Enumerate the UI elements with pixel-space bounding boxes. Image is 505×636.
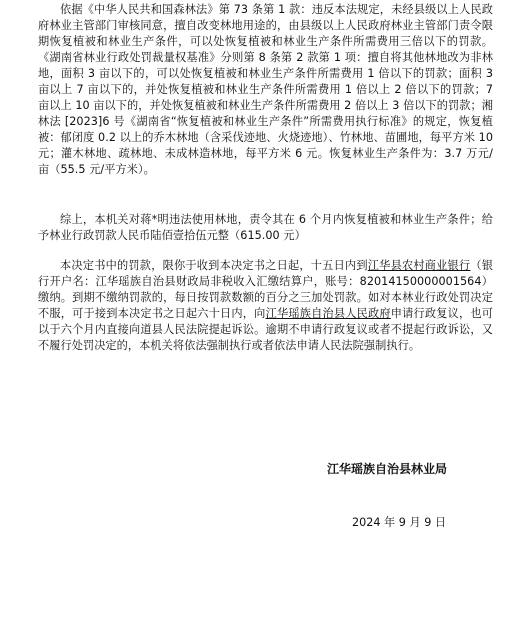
county-government-link[interactable]: 江华瑶族自治县人民政府 (265, 307, 391, 320)
payment-text-closing: 申请行政复议，也可以于六个月内直接向道县人民法院提起诉讼。逾期不申请行政复议或者不提起行政诉讼，又不履行处罚决定的，本机关将依法强制执行或者依法申请人民法院强制执行。 (38, 307, 493, 352)
payment-text-account: （银行开户名：江华瑶族自治县财政局非税收入汇缴结算户，账号：82014150000001564）缴纳。到期不缴纳罚款的，每日按罚款数额的百分之三加处罚款。如对本林业行政处罚决定不服，可于接到本决定书之日起六十日内，向 (38, 259, 493, 320)
payment-text-intro: 本决定书中的罚款，限你于收到本决定书之日起，十五日内到 (60, 259, 368, 272)
bank-name-link[interactable]: 江华县农村商业银行 (367, 259, 471, 272)
issue-date: 2024 年 9 月 9 日 (352, 516, 447, 529)
decision-summary-paragraph: 综上，本机关对蒋*明违法使用林地，责令其在 6 个月内恢复植被和林业生产条件；给予林业行政罚款人民币陆佰壹拾伍元整（615.00 元） (38, 213, 493, 242)
payment-instructions-paragraph (38, 258, 493, 354)
issuing-authority-signature: 江华瑶族自治县林业局 (327, 462, 448, 476)
legal-basis-paragraph: 依据《中华人民共和国森林法》第 73 条第 1 款：违反本法规定，未经县级以上人民政府林业主管部门审核同意，擅自改变林地用途的，由县级以上人民政府林业主管部门责令限期恢复植被和林业生产条件，可以处恢复植被和林业生产条件所需费用三倍以下的罚款。《湖南省林业行政处罚裁量权基准》分则第 8 条第 2 款第 1 项：擅自将其他林地改为非林地，面积 3 亩以下的，可以处恢复植被和林业生产条件所需费用 1 倍以下的罚款；面积 3 亩以上 7 亩以下的，并处恢复植被和林业生产条件所需费用 1 倍以上 2 倍以下的罚款；7 亩以上 10 亩以下的，并处恢复植被和林业生产条件所需费用 2 倍以上 3 倍以下的罚款；湘林法 [2023]6 号《湖南省“恢复植被和林业生产条件”所需费用执行标准》的规定，恢复植被：郁闭度 0.2 以上的乔木林地（含采伐迹地、火烧迹地）、竹林地、苗圃地，每平方米 10 元；灌木林地、疏林地、未成林造林地，每平方米 6 元。恢复林业生产条件为：3.7 万元/亩（55.5 元/平方米）。 (38, 3, 493, 176)
